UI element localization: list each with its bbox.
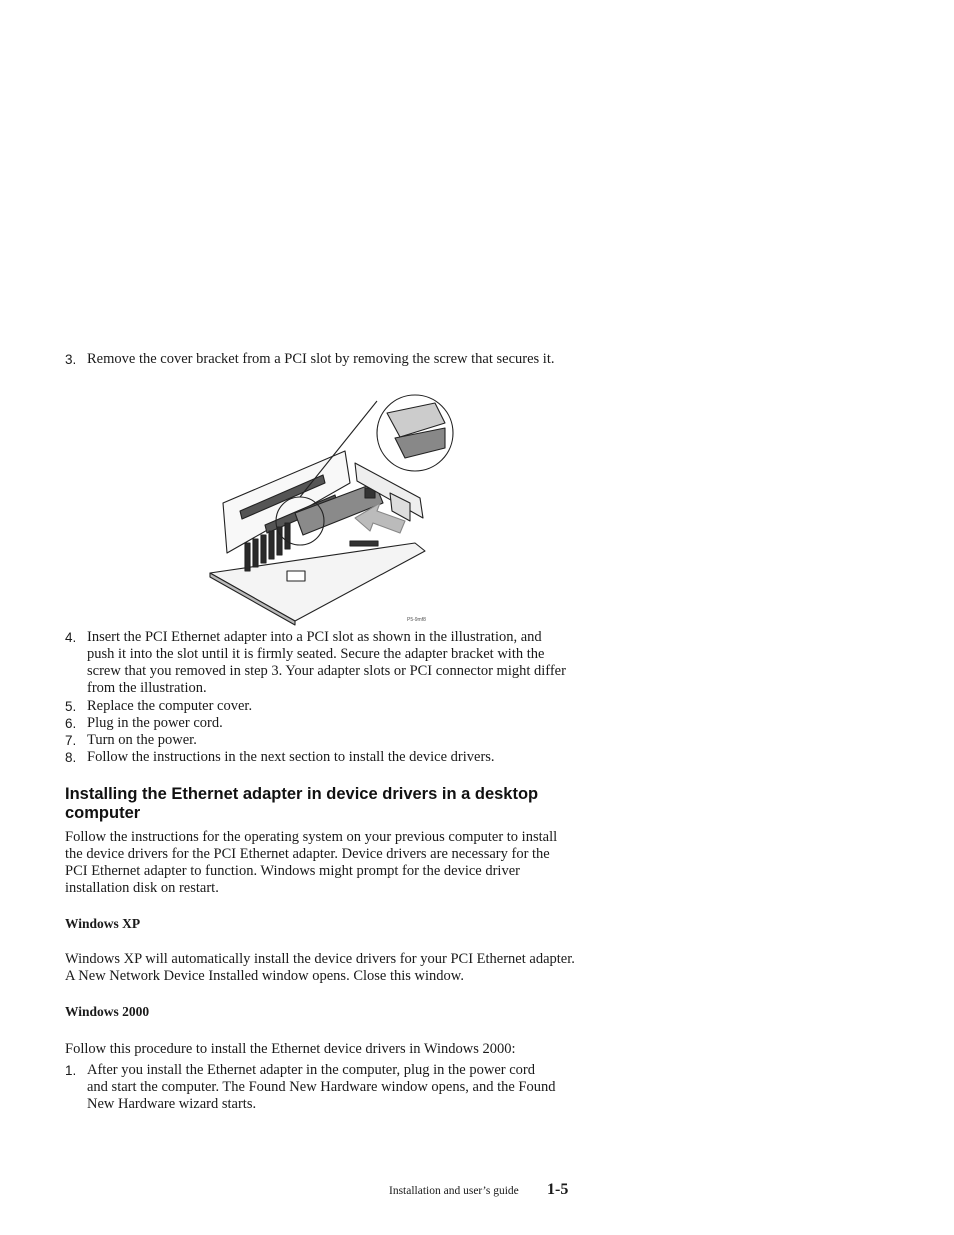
step-number: 1. xyxy=(65,1063,77,1078)
footer-guide-title: Installation and user’s guide xyxy=(389,1185,519,1197)
step-text: Plug in the power cord. xyxy=(87,715,223,731)
windows-2000-heading: Windows 2000 xyxy=(65,1004,150,1019)
step-number: 7. xyxy=(65,733,77,748)
step-number: 6. xyxy=(65,716,77,731)
step-number: 5. xyxy=(65,699,77,714)
windows-xp-heading: Windows XP xyxy=(65,916,141,931)
step-text: Replace the computer cover. xyxy=(87,698,253,714)
page-number: 1-5 xyxy=(547,1181,569,1198)
section-intro: Follow the instructions for the operating system on your previous computer to install the device drivers for the PCI Ethernet adapter. Device drivers are necessary for the PCI Ethernet adapter to function. Windows might prompt for the device driver installation disk on restart. xyxy=(65,829,558,896)
step-text: Follow the instructions in the next section to install the device drivers. xyxy=(87,749,495,765)
section-heading: Installing the Ethernet adapter in device drivers in a desktop computer xyxy=(65,785,539,822)
step-text: Insert the PCI Ethernet adapter into a PCI slot as shown in the illustration, and push it into the slot until it is firmly seated. Secure the adapter bracket with the screw that you removed in step 3. Your adapter slots or PCI connector might differ from the illustration. xyxy=(87,629,566,696)
step-number: 4. xyxy=(65,630,77,645)
pci-adapter-illustration xyxy=(205,393,455,628)
step-number: 3. xyxy=(65,352,77,367)
windows-2000-text: Follow this procedure to install the Ethernet device drivers in Windows 2000: xyxy=(65,1041,516,1057)
windows-xp-text: Windows XP will automatically install the device drivers for your PCI Ethernet adapter. A New Network Device Installed window opens. Close this window. xyxy=(65,951,575,984)
step-number: 8. xyxy=(65,750,77,765)
step-text: Turn on the power. xyxy=(87,732,197,748)
step-text: After you install the Ethernet adapter in the computer, plug in the power cord and start the computer. The Found New Hardware window opens, and the Found New Hardware wizard starts. xyxy=(87,1062,556,1112)
step-text: Remove the cover bracket from a PCI slot by removing the screw that secures it. xyxy=(87,351,555,367)
figure-code: P5-9mf8 xyxy=(407,617,426,623)
